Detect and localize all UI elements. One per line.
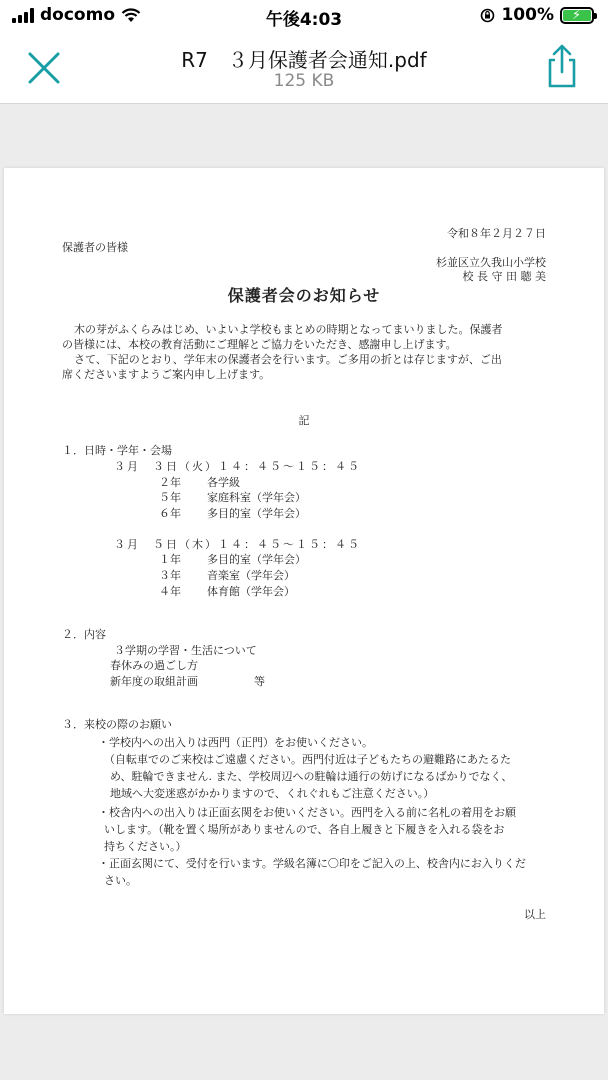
content-item: ３学期の学習・生活について xyxy=(114,644,257,657)
section2-heading: ２．内容 xyxy=(62,628,106,641)
battery-percent: 100% xyxy=(501,5,554,25)
principal-name: 校 長 守 田 聴 美 xyxy=(462,270,546,283)
content-item: 新年度の取組計画 xyxy=(110,675,198,688)
status-bar xyxy=(0,0,608,34)
content-etc: 等 xyxy=(254,675,265,688)
grade-label: ６年 xyxy=(159,507,181,520)
status-time: 午後4:03 xyxy=(265,10,343,30)
content-item: 春休みの過ごし方 xyxy=(110,659,198,672)
request-line: ・正面玄関にて、受付を行います。学級名簿に〇印をご記入の上、校舎内にお入りくだ xyxy=(98,857,526,870)
request-line: ・学校内への出入りは西門（正門）をお使いください。 xyxy=(98,736,373,749)
room-label: 多目的室（学年会） xyxy=(207,553,306,566)
request-line: （自転車でのご来校はご遠慮ください。西門付近は子どもたちの避難路にあたるた xyxy=(104,753,511,766)
school-name: 杉並区立久我山小学校 xyxy=(436,256,546,269)
ki-mark: 記 xyxy=(298,414,310,427)
notice-title: 保護者会のお知らせ xyxy=(227,286,381,305)
pdf-page xyxy=(4,168,604,1014)
schedule-date: ３月 ５日（木）１４：４５〜１５：４５ xyxy=(114,538,361,551)
schedule-date: ３月 ３日（火）１４：４５〜１５：４５ xyxy=(114,460,361,473)
carrier-name: docomo xyxy=(40,5,115,25)
section1-heading: １．日時・学年・会場 xyxy=(62,444,172,457)
intro-line: の皆様には、本校の教育活動にご理解とご協力をいただき、感謝申し上げます。 xyxy=(62,338,457,351)
recipient: 保護者の皆様 xyxy=(62,241,128,254)
document-size: 125 KB xyxy=(273,71,335,91)
request-line: いします。（靴を置く場所がありませんので、各自上履きと下履きを入れる袋をお xyxy=(104,823,505,836)
room-label: 音楽室（学年会） xyxy=(207,569,295,582)
notice-date: 令和８年２月２７日 xyxy=(447,227,546,240)
request-line: 地域へ大変迷惑がかかりますので、くれぐれもご注意ください。） xyxy=(110,787,435,800)
room-label: 家庭科室（学年会） xyxy=(207,491,306,504)
document-title: R7 ３月保護者会通知.pdf xyxy=(181,48,427,72)
grade-label: ３年 xyxy=(159,569,181,582)
status-right xyxy=(480,5,594,25)
orientation-lock-icon xyxy=(480,8,495,23)
share-button[interactable] xyxy=(542,42,582,90)
room-label: 多目的室（学年会） xyxy=(207,507,306,520)
grade-label: ４年 xyxy=(159,585,181,598)
request-line: ・校舎内への出入りは正面玄関をお使いください。西門を入る前に名札の着用をお願 xyxy=(98,806,516,819)
grade-label: ５年 xyxy=(159,491,181,504)
room-label: 体育館（学年会） xyxy=(207,585,295,598)
intro-line: 木の芽がふくらみはじめ、いよいよ学校もまとめの時期となってまいりました。保護者 xyxy=(74,323,503,336)
document-header xyxy=(0,34,608,104)
request-line: め、駐輪できません. また、学校周辺への駐輪は通行の妨げになるばかりでなく、 xyxy=(110,770,513,783)
share-icon xyxy=(542,42,582,90)
close-button[interactable] xyxy=(24,48,64,88)
intro-line: 席くださいますようご案内申し上げます。 xyxy=(62,368,271,381)
request-line: さい。 xyxy=(104,874,137,887)
battery-icon: ⚡ xyxy=(560,7,594,24)
intro-line: さて、下記のとおり、学年末の保護者会を行います。ご多用の折とは存じますが、ご出 xyxy=(74,353,502,366)
closing-remark: 以上 xyxy=(524,908,546,921)
grade-label: ２年 xyxy=(159,476,181,489)
room-label: 各学級 xyxy=(207,476,240,489)
section3-heading: ３．来校の際のお願い xyxy=(62,718,172,731)
grade-label: １年 xyxy=(159,553,181,566)
close-icon xyxy=(24,48,64,88)
request-line: 持ちください。） xyxy=(104,840,187,853)
